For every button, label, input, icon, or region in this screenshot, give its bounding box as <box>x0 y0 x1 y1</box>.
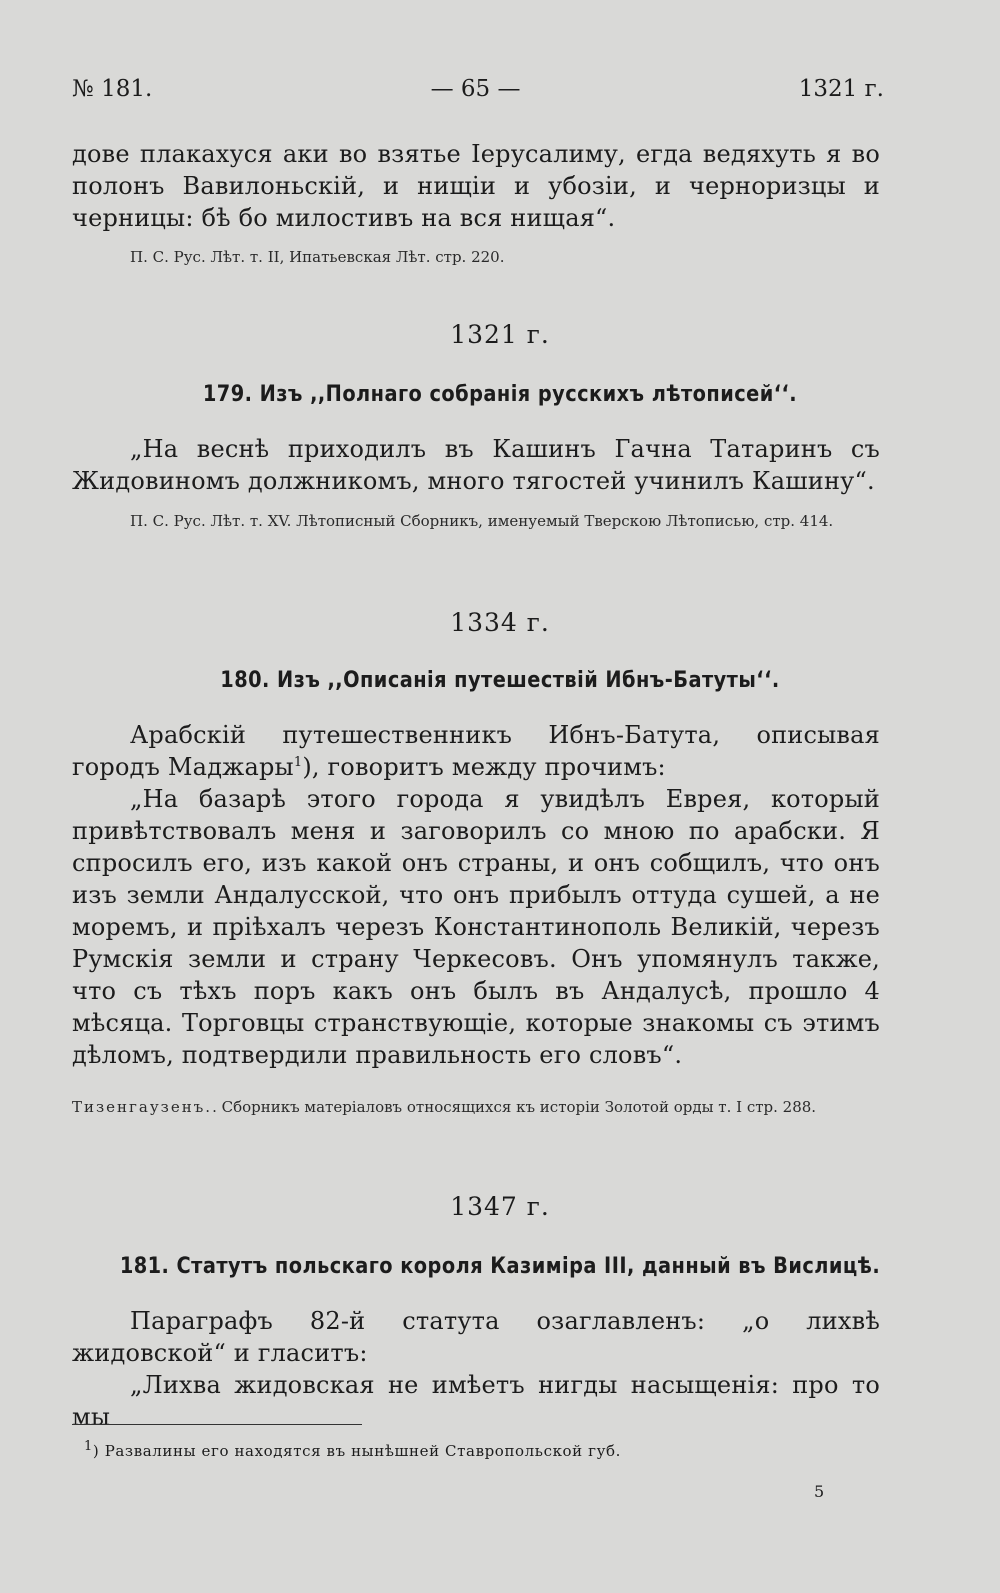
continuation-source: П. С. Рус. Лѣт. т. II, Ипатьевская Лѣт. стр. 220. <box>130 248 505 266</box>
section-year-1334: 1334 г. <box>450 608 550 637</box>
entry-181-text <box>72 1305 880 1433</box>
entry-heading-179: 179. Изъ ,,Полнаго собранія русскихъ лѣтописей‘‘. <box>202 382 798 407</box>
continuation-text: дове плакахуся аки во взятье Іерусалиму, егда ведяхуть я во полонъ Вавилоньскій, и нищіи и убозіи, и черноризцы и черницы: бѣ бо милостивъ на вся нищая“. <box>72 140 880 232</box>
header-year: 1321 г. <box>798 76 884 102</box>
entry-heading-181: 181. Статутъ польскаго короля Казиміра III, данный въ Вислицѣ. <box>119 1254 881 1279</box>
entry-181-intro: Параграфъ 82-й статута озаглавленъ: „о лихвѣ жидовской“ и гласитъ: <box>72 1307 880 1367</box>
footnote-divider <box>72 1424 362 1425</box>
entry-181-quote: „Лихва жидовская не имѣетъ нигды насыщенія: про то мы <box>72 1371 880 1431</box>
section-year-1347: 1347 г. <box>450 1192 550 1221</box>
entry-180-source: Тизенгаузенъ.. Сборникъ матеріаловъ относящихся къ исторіи Золотой орды т. I стр. 288. <box>72 1098 817 1116</box>
document-number: № 181. <box>72 76 153 102</box>
running-head <box>72 76 884 102</box>
entry-heading-180: 180. Изъ ,,Описанія путешествій Ибнъ-Батуты‘‘. <box>220 668 780 693</box>
entry-179-quote: „На веснѣ приходилъ въ Кашинъ Гачна Татаринъ съ Жидовиномъ должникомъ, много тягостей учинилъ Кашину“. <box>72 435 880 495</box>
source-author: Тизенгаузенъ. <box>72 1098 213 1116</box>
entry-180-intro: Арабскій путешественникъ Ибнъ-Батута, описывая городъ Маджары$^1$), говоритъ между прочимъ: <box>72 721 880 781</box>
section-year-1321: 1321 г. <box>450 320 550 349</box>
page-number: — 65 — <box>430 76 521 102</box>
entry-179-source: П. С. Рус. Лѣт. т. XV. Лѣтописный Сборникъ, именуемый Тверскою Лѣтописью, стр. 414. <box>130 512 834 530</box>
footnote: $^1$) Развалины его находятся въ нынѣшней Ставропольской губ. <box>84 1439 622 1460</box>
entry-180-quote: „На базарѣ этого города я увидѣлъ Еврея, который привѣтствовалъ меня и заговорилъ со мною по арабски. Я спросилъ его, изъ какой онъ страны, и онъ собщилъ, что онъ изъ земли Андалусской, что онъ прибылъ оттуда сушей, а не моремъ, и пріѣхалъ черезъ Константинополь Великій, черезъ Румскія земли и страну Черкесовъ. Онъ упомянулъ также, что съ тѣхъ поръ какъ онъ былъ въ Андалусѣ, прошло 4 мѣсяца. Торговцы странствующіе, которые знакомы съ этимъ дѣломъ, подтвердили правильность его словъ“. <box>72 785 880 1069</box>
footnote-marker: 1 <box>293 755 303 770</box>
entry-180-text <box>72 719 880 1071</box>
printer-signature: 5 <box>814 1482 825 1501</box>
